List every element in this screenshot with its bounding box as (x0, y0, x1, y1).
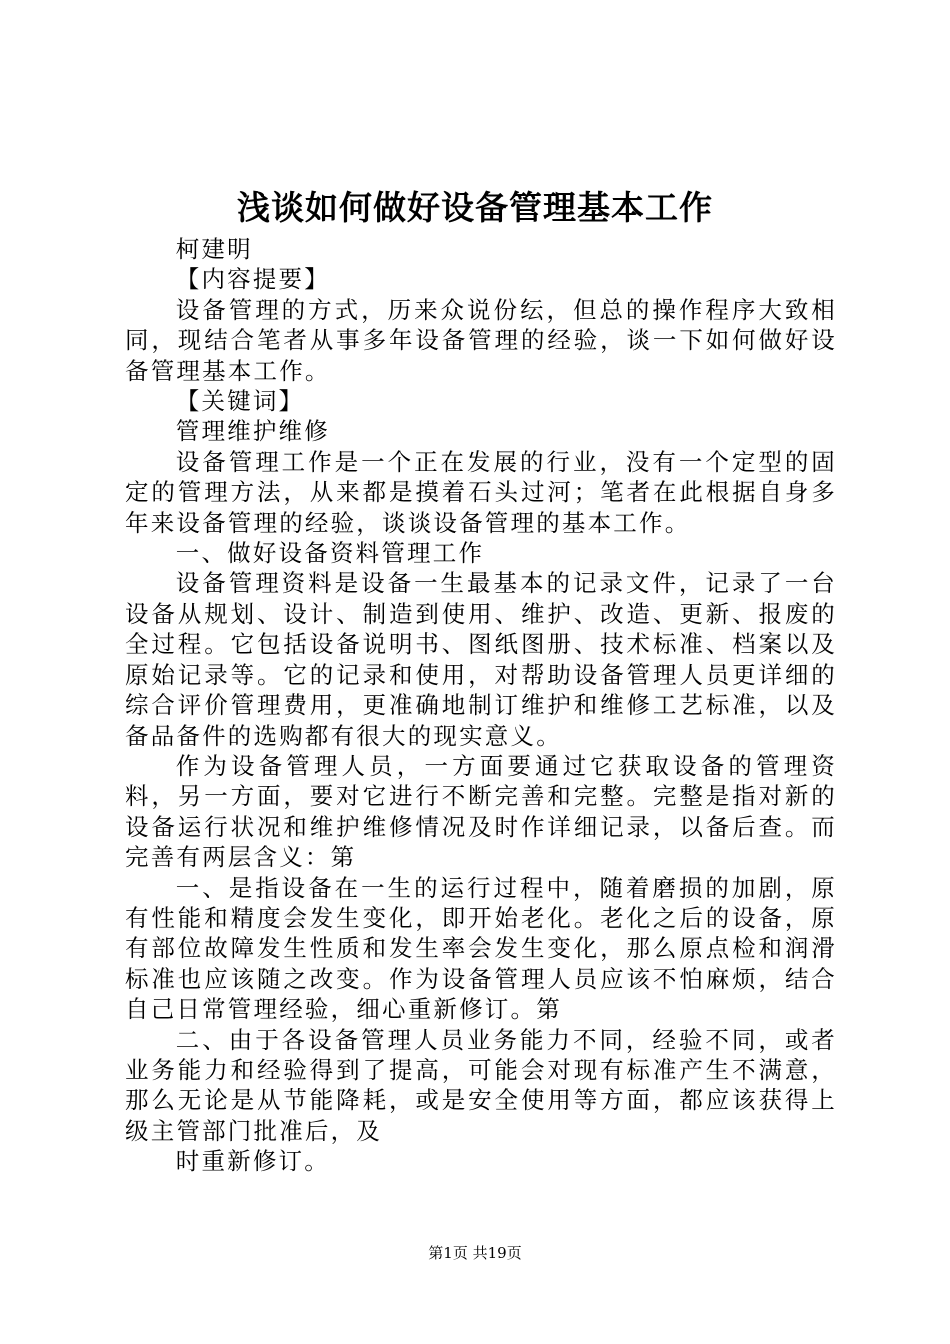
body-paragraph: 设备管理工作是一个正在发展的行业，没有一个定型的固定的管理方法，从来都是摸着石头过河；笔者在此根据自身多年来设备管理的经验，谈谈设备管理的基本工作。 (125, 447, 837, 537)
keywords-text: 管理维护维修 (175, 417, 330, 446)
section-heading: 一、做好设备资料管理工作 (175, 539, 485, 568)
keywords-heading: 【关键词】 (175, 387, 305, 416)
author-name: 柯建明 (175, 235, 253, 263)
document-body (125, 234, 837, 1177)
body-paragraph: 二、由于各设备管理人员业务能力不同，经验不同，或者业务能力和经验得到了提高，可能会对现有标准产生不满意，那么无论是从节能降耗，或是安全使用等方面，都应该获得上级主管部门批准后，及 (125, 1025, 837, 1145)
body-paragraph: 一、是指设备在一生的运行过程中，随着磨损的加剧，原有性能和精度会发生变化，即开始老化。老化之后的设备，原有部位故障发生性质和发生率会发生变化，那么原点检和润滑标准也应该随之改变。作为设备管理人员应该不怕麻烦，结合自己日常管理经验，细心重新修订。第 (125, 873, 837, 1024)
document-title: 浅谈如何做好设备管理基本工作 (237, 188, 713, 227)
page-number: 第1页 共19页 (428, 1244, 522, 1262)
abstract-heading: 【内容提要】 (175, 265, 330, 294)
body-paragraph: 设备管理资料是设备一生最基本的记录文件，记录了一台设备从规划、设计、制造到使用、维护、改造、更新、报废的全过程。它包括设备说明书、图纸图册、技术标准、档案以及原始记录等。它的记录和使用，对帮助设备管理人员更详细的综合评价管理费用，更准确地制订维护和维修工艺标准，以及备品备件的选购都有很大的现实意义。 (125, 569, 837, 750)
body-paragraph: 时重新修订。 (175, 1147, 330, 1176)
body-paragraph: 作为设备管理人员，一方面要通过它获取设备的管理资料，另一方面，要对它进行不断完善和完整。完整是指对新的设备运行状况和维护维修情况及时作详细记录，以备后查。而完善有两层含义：第 (125, 751, 837, 872)
abstract-text: 设备管理的方式，历来众说份纭，但总的操作程序大致相同，现结合笔者从事多年设备管理的经验，谈一下如何做好设备管理基本工作。 (125, 295, 837, 385)
page-footer (0, 1242, 950, 1264)
